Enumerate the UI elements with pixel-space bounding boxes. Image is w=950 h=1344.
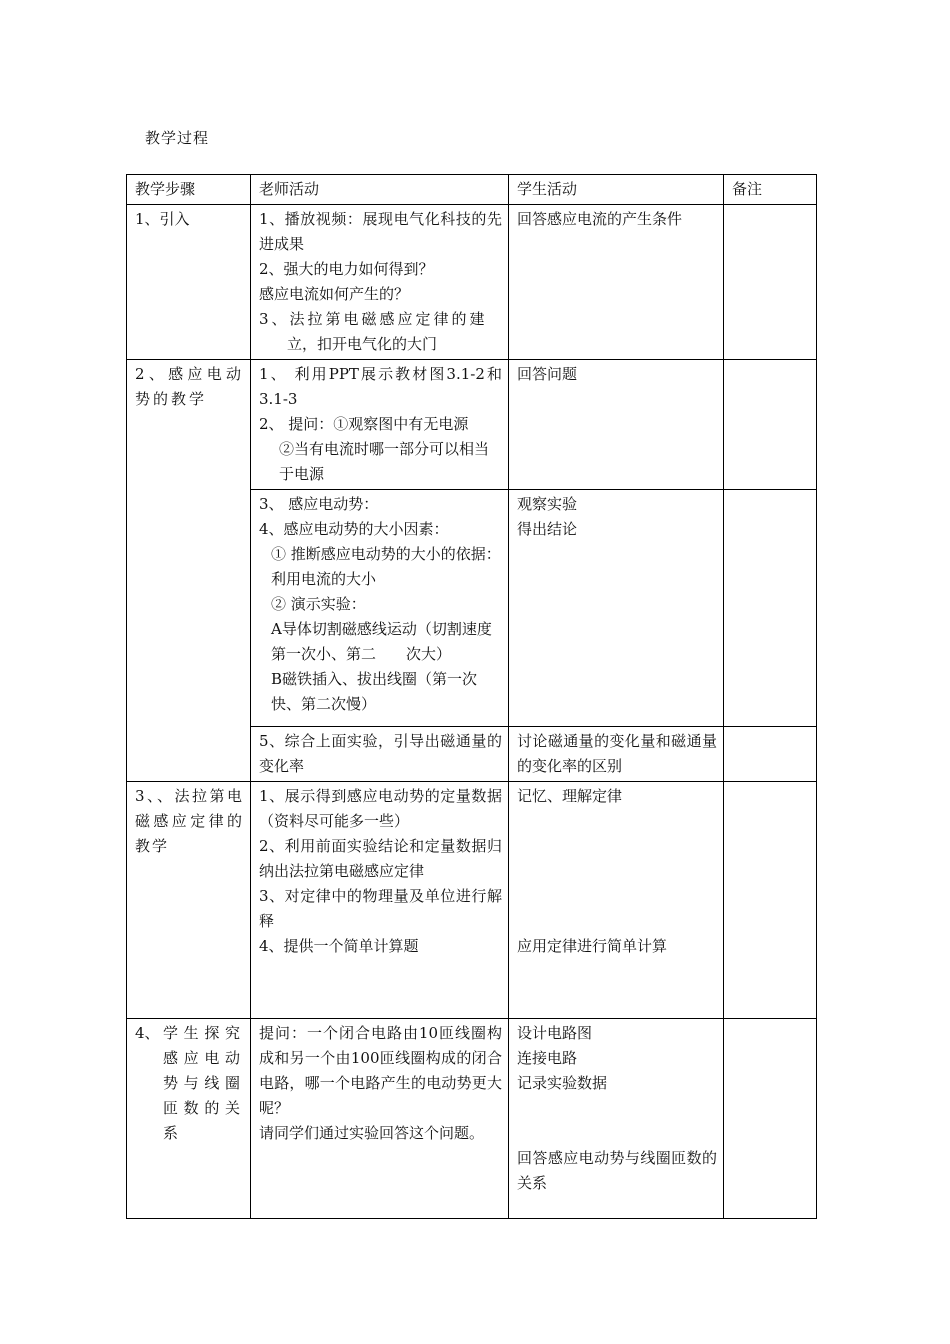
teaching-process-table: [126, 174, 817, 1219]
student-cell: 回答感应电流的产生条件: [509, 205, 724, 360]
table-row: [127, 205, 817, 360]
notes-cell: [724, 727, 817, 782]
header-step: 教学步骤: [127, 175, 251, 205]
student-cell: 观察实验 得出结论: [509, 490, 724, 727]
student-cell: 回答问题: [509, 360, 724, 490]
notes-cell: [724, 1019, 817, 1219]
table-header-row: [127, 175, 817, 205]
header-notes: 备注: [724, 175, 817, 205]
teacher-cell: 1、展示得到感应电动势的定量数据（资料尽可能多一些） 2、利用前面实验结论和定量数据归纳出法拉第电磁感应定律 3、对定律中的物理量及单位进行解释 4、提供一个简单计算题: [251, 782, 509, 1019]
teacher-cell: 1、 利用PPT展示教材图3.1-2和3.1-3 2、 提问：①观察图中有无电源 ②当有电流时哪一部分可以相当于电源: [251, 360, 509, 490]
table-row: [127, 360, 817, 490]
step-cell: 2、感应电动势的教学: [127, 360, 251, 782]
notes-cell: [724, 490, 817, 727]
teacher-cell: 提问：一个闭合电路由10匝线圈构成和另一个由100匝线圈构成的闭合电路，哪一个电路产生的电动势更大呢？ 请同学们通过实验回答这个问题。: [251, 1019, 509, 1219]
teacher-cell: 1、播放视频：展现电气化科技的先进成果 2、强大的电力如何得到？ 感应电流如何产生的？ 3、法拉第电磁感应定律的建 立，扣开电气化的大门: [251, 205, 509, 360]
step-cell: 4、 学生探究感应电动势与线圈匝数的关系: [127, 1019, 251, 1219]
student-cell: 记忆、理解定律 应用定律进行简单计算: [509, 782, 724, 1019]
table-row: [127, 1019, 817, 1219]
teacher-cell: 3、 感应电动势： 4、感应电动势的大小因素： ① 推断感应电动势的大小的依据：利用电流的大小 ② 演示实验： A导体切割磁感线运动（切割速度第一次小、第二 次大） B磁铁插入、拔出线圈（第一次快、第二次慢）: [251, 490, 509, 727]
step-cell: 1、引入: [127, 205, 251, 360]
page-title: 教学过程: [145, 129, 210, 147]
teacher-cell: 5、综合上面实验，引导出磁通量的变化率: [251, 727, 509, 782]
header-student: 学生活动: [509, 175, 724, 205]
student-cell: 设计电路图 连接电路 记录实验数据 回答感应电动势与线圈匝数的关系: [509, 1019, 724, 1219]
table-row: [127, 782, 817, 1019]
header-teacher: 老师活动: [251, 175, 509, 205]
notes-cell: [724, 205, 817, 360]
notes-cell: [724, 360, 817, 490]
student-cell: 讨论磁通量的变化量和磁通量的变化率的区别: [509, 727, 724, 782]
step-cell: 3、、法拉第电磁感应定律的教学: [127, 782, 251, 1019]
notes-cell: [724, 782, 817, 1019]
